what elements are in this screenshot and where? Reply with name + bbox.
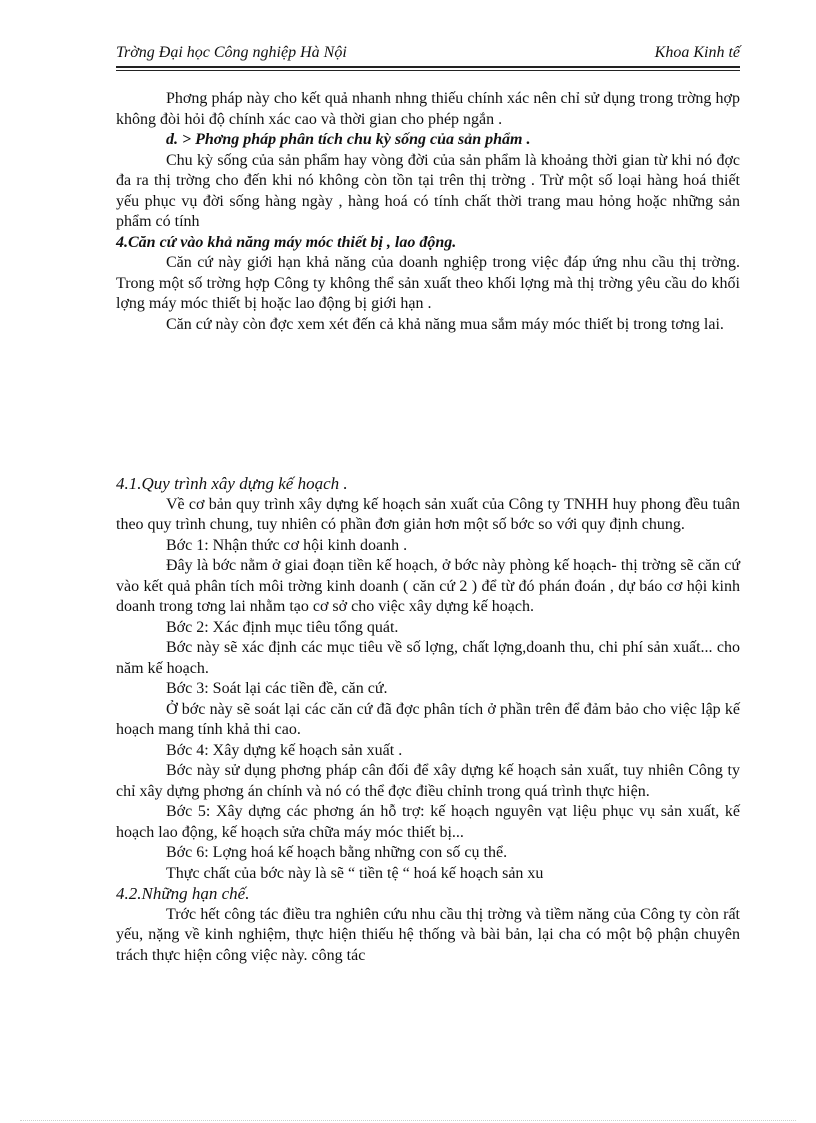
paragraph-lifecycle: Chu kỳ sống của sản phẩm hay vòng đời của sản phẩm là khoảng thời gian từ khi nó đợc đa ra thị trờng cho đến khi nó không còn tồn tại trên thị trờng . Trừ một số loại hàng hoá thiết yếu phục vụ đời sống hàng ngày , hàng hoá có tính chất thời trang mau hỏng hoặc những sản phẩm có tính [116,151,740,230]
header-rule-thin [116,70,740,71]
paragraph-capacity-future: Căn cứ này còn đợc xem xét đến cả khả năng mua sắm máy móc thiết bị trong tơng lai. [166,315,724,333]
paragraph-method-summary: Phơng pháp này cho kết quả nhanh nhng thiếu chính xác nên chỉ sử dụng trong trờng hợp không đòi hỏi độ chính xác cao và thời gian cho phép ngắn . [116,90,740,128]
header-rule-thick [116,66,740,68]
header-university: Trờng Đại học Công nghiệp Hà Nội [116,44,347,61]
heading-equipment-capacity: 4.Căn cứ vào khả năng máy móc thiết bị , lao động. [116,233,457,251]
paragraph-process: Ở bớc này sẽ soát lại các căn cứ đã đợc phân tích ở phần trên để đảm bảo cho việc lập kế hoạch mang tính khả thi cao. [116,700,740,738]
heading-planning-process: 4.1.Quy trình xây dựng kế hoạch . [116,474,348,493]
subheading-lifecycle-method: d. > Phơng pháp phân tích chu kỳ sống của sản phẩm . [166,131,531,148]
paragraph-limitations: Trớc hết công tác điều tra nghiên cứu nhu cầu thị trờng và tiềm năng của Công ty còn rất yếu, nặng về kinh nghiệm, thực hiện thiếu hệ thống và bài bản, lại cha có một bộ phận chuyên trách thực hiện công việc này. công tác [116,905,740,964]
paragraph-capacity-limit: Căn cứ này giới hạn khả năng của doanh nghiệp trong việc đáp ứng nhu cầu thị trờng. Trong một số trờng hợp Công ty không thể sản xuất theo khối lợng mà thị trờng yêu cầu do khối lợng máy móc thiết bị hoặc lao động bị giới hạn . [116,254,740,312]
footer-dotted-rule [20,1120,796,1121]
paragraph-process: Về cơ bản quy trình xây dựng kế hoạch sản xuất của Công ty TNHH huy phong đều tuân theo quy trình chung, tuy nhiên có phần đơn giản hơn một số bớc so với quy định chung. [116,495,740,533]
paragraph-process: Thực chất của bớc này là sẽ “ tiền tệ “ hoá kế hoạch sản xu [166,864,544,882]
section-planning-process [116,474,740,966]
paragraph-process: Bớc này sẽ xác định các mục tiêu về số lợng, chất lợng,doanh thu, chi phí sản xuất... cho năm kế hoạch. [116,639,740,677]
header-faculty: Khoa Kinh tế [654,44,740,61]
paragraph-process: Bớc 3: Soát lại các tiền đề, căn cứ. [166,680,388,697]
heading-limitations: 4.2.Những hạn chế. [116,884,250,903]
paragraph-process: Bớc 2: Xác định mục tiêu tổng quát. [166,618,399,636]
paragraph-process: Bớc 5: Xây dựng các phơng án hỗ trợ: kế hoạch nguyên vạt liệu phục vụ sản xuất, kế hoạch lao động, kế hoạch sửa chữa máy móc thiết bị... [116,803,740,841]
paragraph-process: Bớc 1: Nhận thức cơ hội kinh doanh . [166,536,408,554]
page-header [116,44,740,66]
paragraph-process: Đây là bớc nằm ở giai đoạn tiền kế hoạch, ở bớc này phòng kế hoạch- thị trờng sẽ căn cứ vào kết quả phân tích môi trờng kinh doanh ( căn cứ 2 ) để từ đó phán đoán , dự báo cơ hội kinh doanh trong tơng lai nhằm tạo cơ sở cho việc xây dựng kế hoạch. [116,557,740,615]
paragraph-process: Bớc này sử dụng phơng pháp cân đối để xây dựng kế hoạch sản xuất, tuy nhiên Công ty chỉ xây dựng phơng án chính và nó có thể đợc điều chỉnh trong quá trình thực hiện. [116,762,740,800]
section-product-lifecycle [116,89,740,335]
paragraph-process: Bớc 6: Lợng hoá kế hoạch bằng những con số cụ thể. [166,844,508,861]
paragraph-process: Bớc 4: Xây dựng kế hoạch sản xuất . [166,741,403,759]
